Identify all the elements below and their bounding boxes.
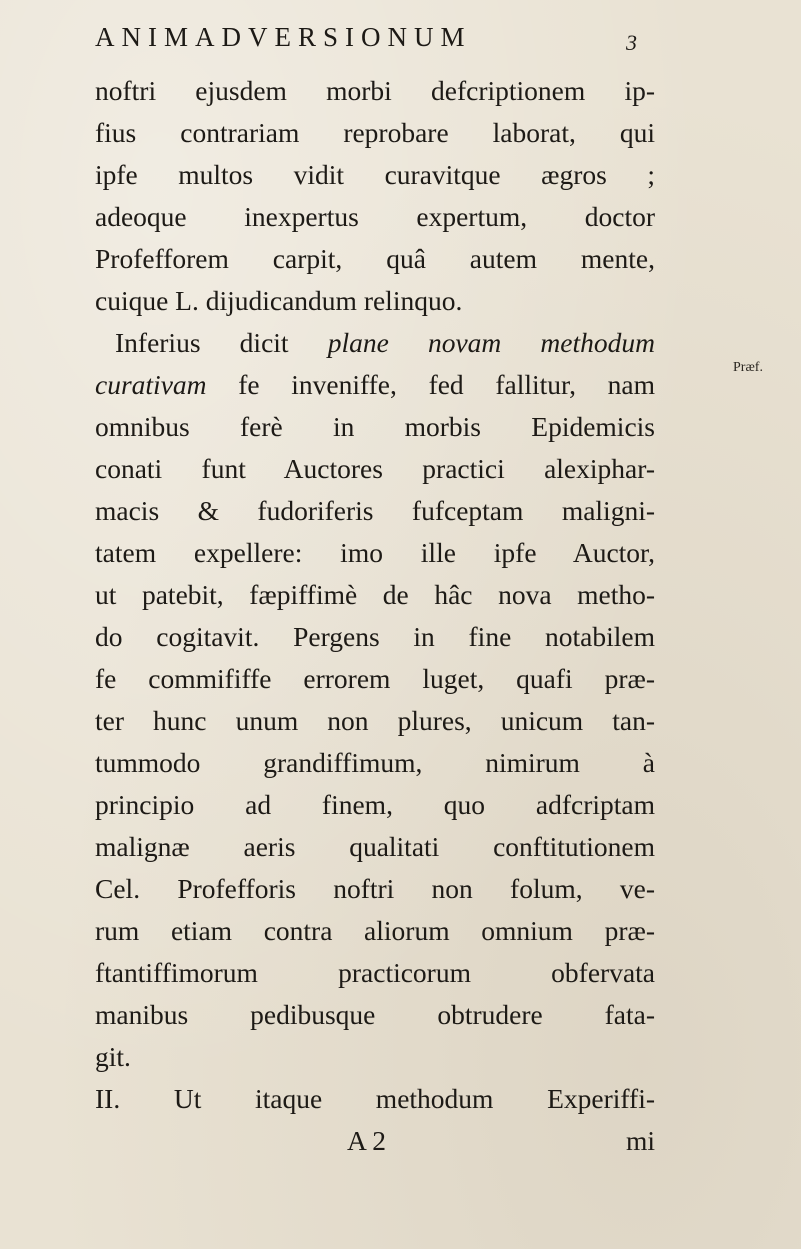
catch-line xyxy=(95,1120,655,1162)
text-line: rum etiam contra aliorum omnium præ- xyxy=(95,915,655,946)
page-number: 3 xyxy=(626,30,637,55)
text-line: ftantiffimorum practicorum obfervata xyxy=(95,957,655,988)
margin-note: Præf. xyxy=(733,360,763,375)
text-line: noftri ejusdem morbi defcriptionem ip- xyxy=(95,75,655,106)
text-line: Profefforem carpit, quâ autem mente, xyxy=(95,243,655,274)
text-line xyxy=(95,364,655,406)
text-line: macis & fudoriferis fufceptam maligni- xyxy=(95,495,655,526)
text-span: fe inveniffe, fed fallitur, nam xyxy=(238,369,655,400)
text-line: fius contrariam reprobare laborat, qui xyxy=(95,117,655,148)
body-text xyxy=(95,70,655,1162)
text-line: ut patebit, fæpiffimè de hâc nova metho- xyxy=(95,579,655,610)
text-line: manibus pedibusque obtrudere fata- xyxy=(95,999,655,1030)
text-line xyxy=(95,322,655,364)
text-line: fe commififfe errorem luget, quafi præ- xyxy=(95,663,655,694)
text-line: Cel. Profefforis noftri non folum, ve- xyxy=(95,873,655,904)
text-line: ipfe multos vidit curavitque ægros ; xyxy=(95,159,655,190)
signature-mark: A 2 xyxy=(347,1125,386,1156)
italic-phrase: plane novam methodum xyxy=(327,327,656,358)
running-head: ANIMADVERSIONUM xyxy=(95,22,472,52)
text-line: git. xyxy=(95,1041,131,1072)
text-line: tummodo grandiffimum, nimirum à xyxy=(95,747,655,778)
text-line: principio ad finem, quo adfcriptam xyxy=(95,789,655,820)
text-line: ter hunc unum non plures, unicum tan- xyxy=(95,705,655,736)
text-line: cuique L. dijudicandum relinquo. xyxy=(95,285,463,316)
text-line: omnibus ferè in morbis Epidemicis xyxy=(95,411,655,442)
text-line: malignæ aeris qualitati conftitutionem xyxy=(95,831,655,862)
text-line: tatem expellere: imo ille ipfe Auctor, xyxy=(95,537,655,568)
text-line: II. Ut itaque methodum Experiffi- xyxy=(95,1083,655,1114)
text-line: do cogitavit. Pergens in fine notabilem xyxy=(95,621,655,652)
italic-phrase: curativam xyxy=(95,369,207,400)
text-line: conati funt Auctores practici alexiphar- xyxy=(95,453,655,484)
catchword: mi xyxy=(625,1125,655,1156)
text-line: adeoque inexpertus expertum, doctor xyxy=(95,201,655,232)
text-span: Inferius dicit xyxy=(115,327,289,358)
